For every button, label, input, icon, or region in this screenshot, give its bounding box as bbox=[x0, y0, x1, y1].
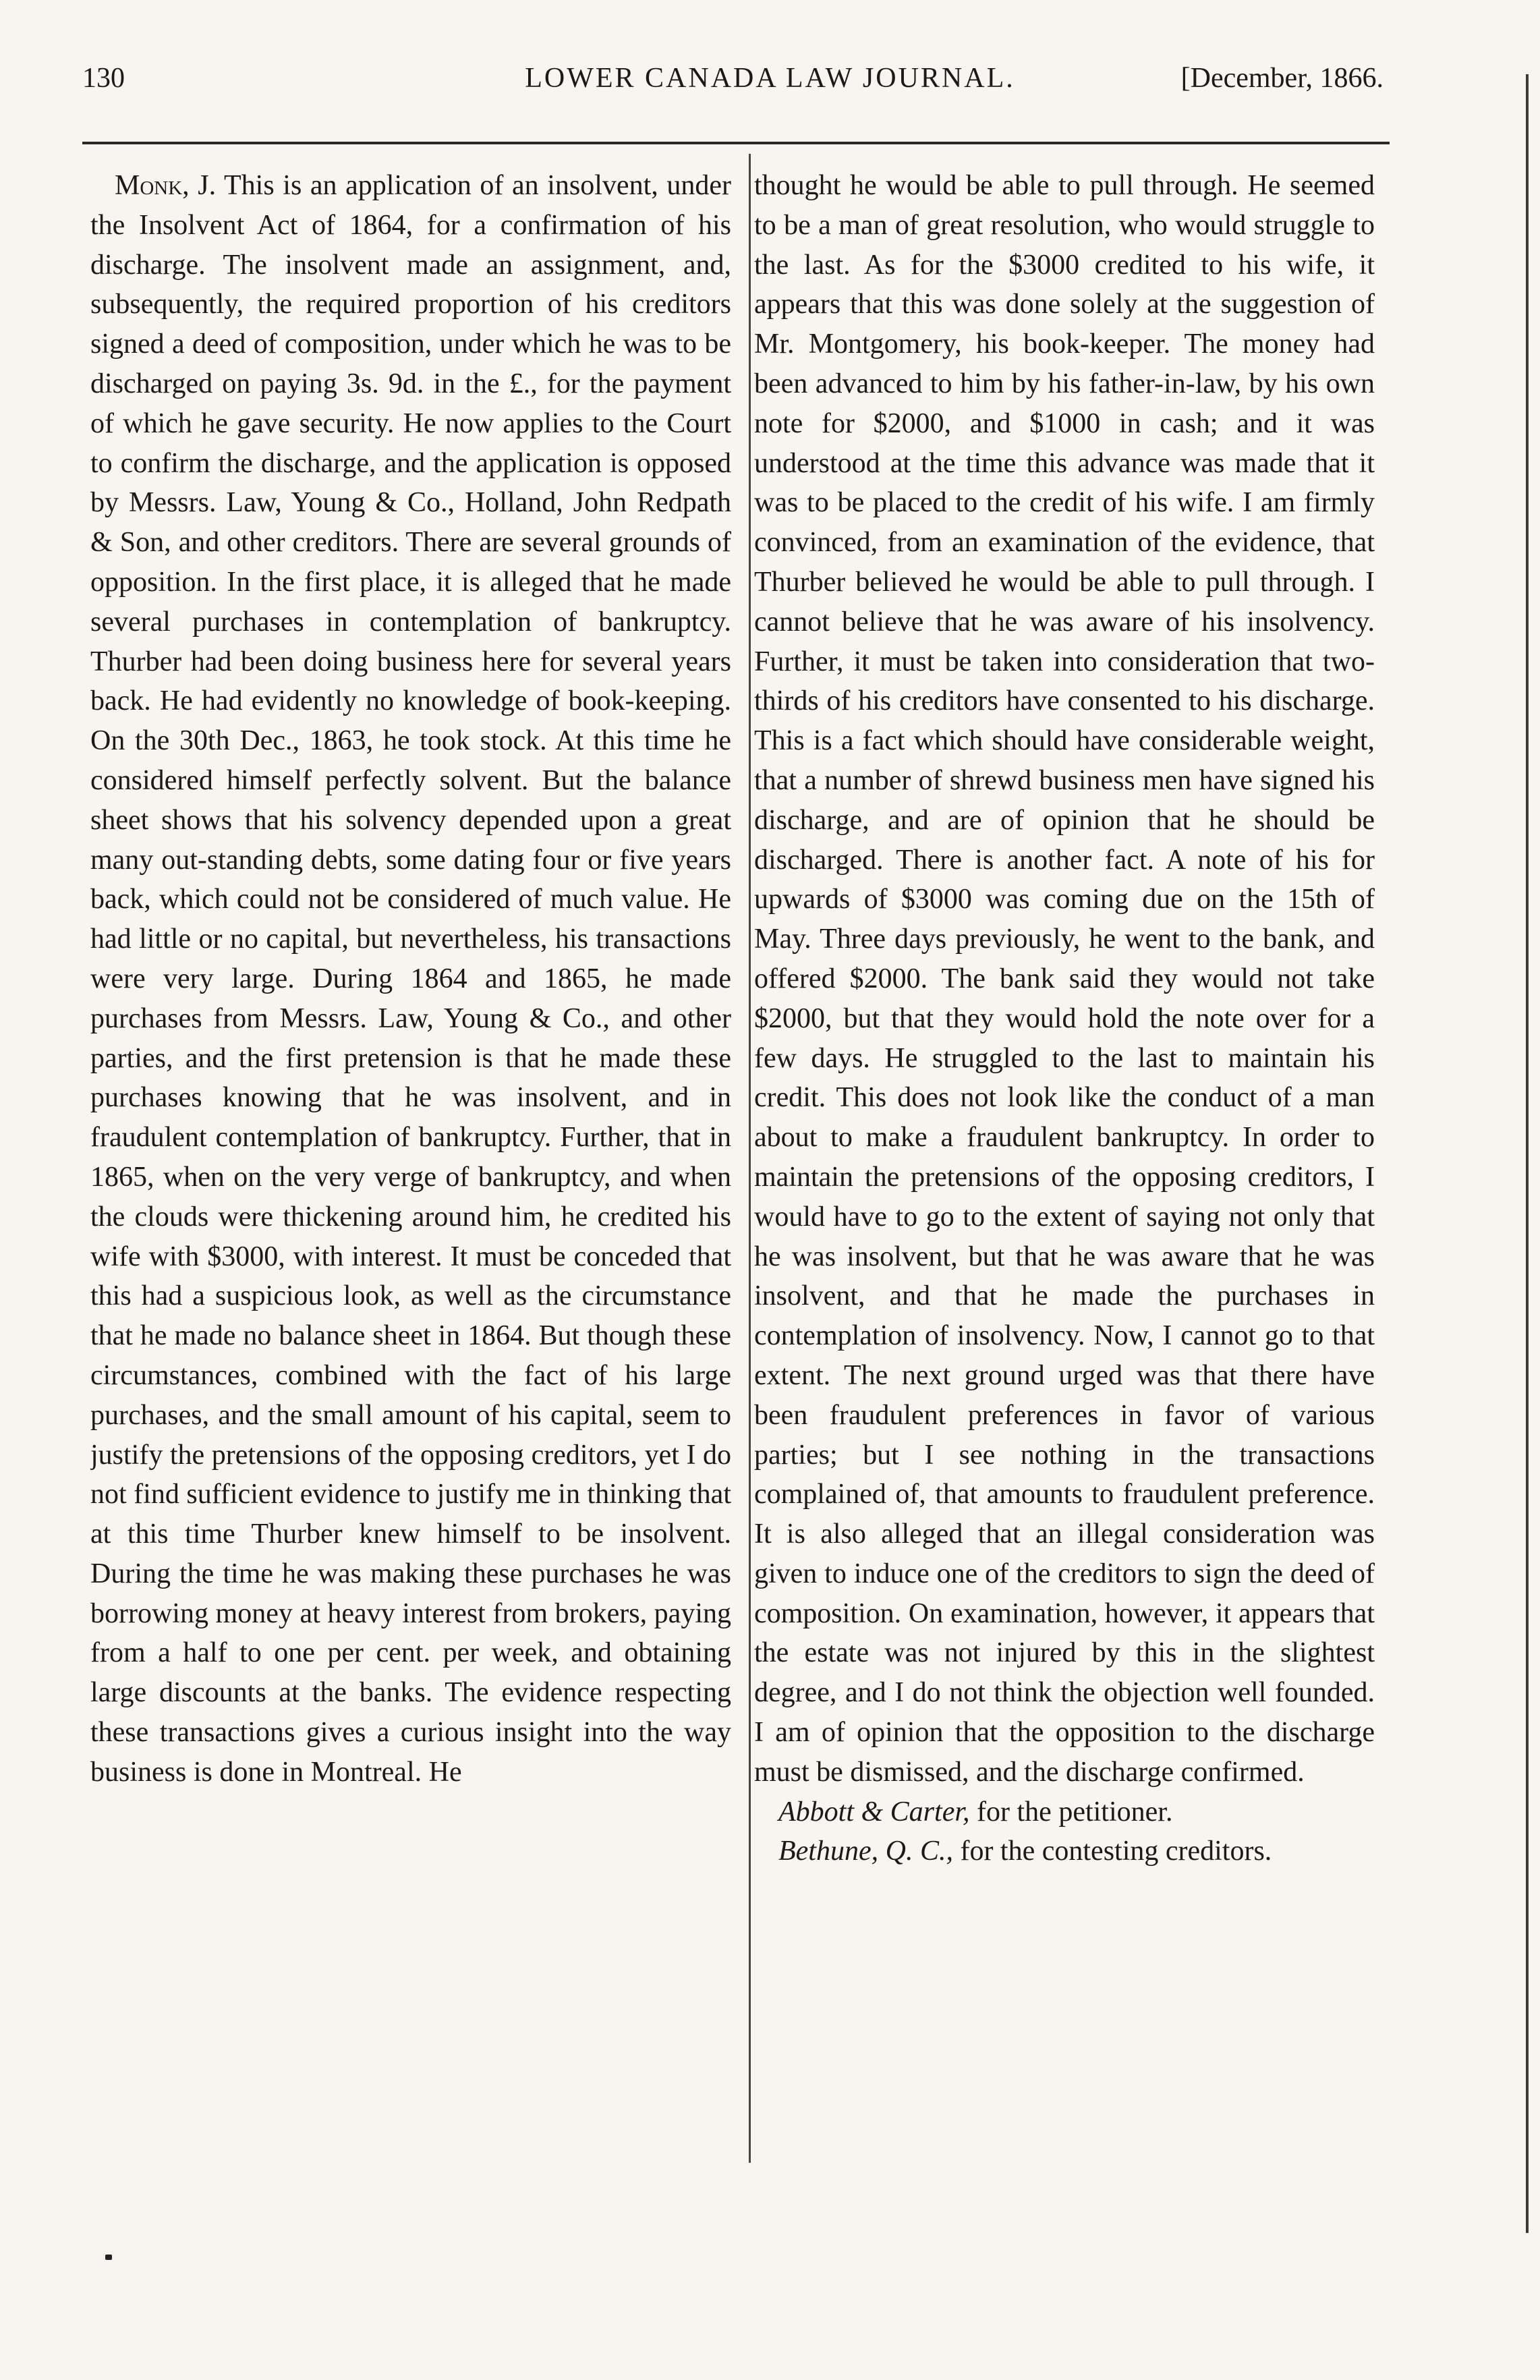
counsel-name: Abbott & Carter, bbox=[778, 1796, 970, 1828]
opinion-text-left: This is an application of an insolvent, under the Insolvent Act of 1864, for a confirmation of his discharge. The insolvent made an assignment, and, subsequently, the required proportion of his creditors signed a deed of composition, under which he was to be discharged on paying 3s. 9d. in the £., for the payment of which he gave security. He now applies to the Court to confirm the discharge, and the application is opposed by Messrs. Law, Young & Co., Holland, John Redpath & Son, and other creditors. There are several grounds of opposition. In the first place, it is alleged that he made several purchases in contemplation of bankruptcy. Thurber had been doing business here for several years back. He had evidently no knowledge of book-keeping. On the 30th Dec., 1863, he took stock. At this time he considered himself perfectly solvent. But the balance sheet shows that his solvency depended upon a great many out-standing debts, some dating four or five years back, which could not be considered of much value. He had little or no capital, but nevertheless, his transactions were very large. During 1864 and 1865, he made purchases from Messrs. Law, Young & Co., and other parties, and the first pretension is that he made these purchases knowing that he was insolvent, and in fraudulent contemplation of bankruptcy. Further, that in 1865, when on the very verge of bankruptcy, and when the clouds were thickening around him, he credited his wife with $3000, with interest. It must be conceded that this had a suspicious look, as well as the circumstance that he made no balance sheet in 1864. But though these circumstances, combined with the fact of his large purchases, and the small amount of his capital, seem to justify the pretensions of the opposing creditors, yet I do not find sufficient evidence to justify me in thinking that at this time Thurber knew himself to be insolvent. During the time he was making these purchases he was borrowing money at heavy interest from brokers, paying from a half to one per cent. per week, and obtaining large discounts at the banks. The evidence respecting these transactions gives a curious insight into the way business is done in Montreal. He bbox=[90, 170, 731, 1788]
issue-date: [December, 1866. bbox=[1180, 63, 1384, 94]
counsel-role: for the petitioner. bbox=[977, 1796, 1173, 1828]
counsel-name: Bethune, Q. C., bbox=[778, 1836, 953, 1867]
page-header bbox=[0, 0, 1540, 135]
left-column bbox=[90, 166, 731, 2176]
judge-name: Monk, J. bbox=[115, 170, 217, 201]
counsel-role: for the contesting creditors. bbox=[960, 1836, 1272, 1867]
ink-smudge bbox=[105, 2255, 112, 2260]
opinion-paragraph bbox=[90, 166, 731, 1792]
counsel-line-petitioner bbox=[754, 1792, 1375, 1832]
counsel-line-contesting bbox=[754, 1832, 1375, 1871]
page-edge-shadow bbox=[1526, 74, 1529, 2233]
journal-title: LOWER CANADA LAW JOURNAL. bbox=[525, 63, 1015, 94]
opinion-text-right: thought he would be able to pull through. He seemed to be a man of great resolution, who would struggle to the last. As for the $3000 credited to his wife, it appears that this was done solely at the suggestion of Mr. Montgomery, his book-keeper. The money had been advanced to him by his father-in-law, by his own note for $2000, and $1000 in cash; and it was understood at the time this advance was made that it was to be placed to the credit of his wife. I am firmly convinced, from an examination of the evidence, that Thurber believed he would be able to pull through. I cannot believe that he was aware of his insolvency. Further, it must be taken into consideration that two-thirds of his creditors have consented to his discharge. This is a fact which should have considerable weight, that a number of shrewd business men have signed his discharge, and are of opinion that he should be discharged. There is another fact. A note of his for upwards of $3000 was coming due on the 15th of May. Three days previously, he went to the bank, and offered $2000. The bank said they would not take $2000, but that they would hold the note over for a few days. He struggled to the last to maintain his credit. This does not look like the conduct of a man about to make a fraudulent bankruptcy. In order to maintain the pretensions of the opposing creditors, I would have to go to the extent of saying not only that he was insolvent, but that he was aware that he was insolvent, and that he made the purchases in contemplation of insolvency. Now, I cannot go to that extent. The next ground urged was that there have been fraudulent preferences in favor of various parties; but I see nothing in the transactions complained of, that amounts to fraudulent preference. It is also alleged that an illegal consideration was given to induce one of the creditors to sign the deed of composition. On examination, however, it appears that the estate was not injured by this in the slightest degree, and I do not think the objection well founded. I am of opinion that the opposition to the discharge must be dismissed, and the discharge confirmed. bbox=[754, 170, 1375, 1788]
page-number: 130 bbox=[82, 63, 125, 94]
right-column bbox=[754, 166, 1375, 2176]
column-divider bbox=[749, 154, 751, 2163]
header-rule bbox=[82, 142, 1390, 144]
